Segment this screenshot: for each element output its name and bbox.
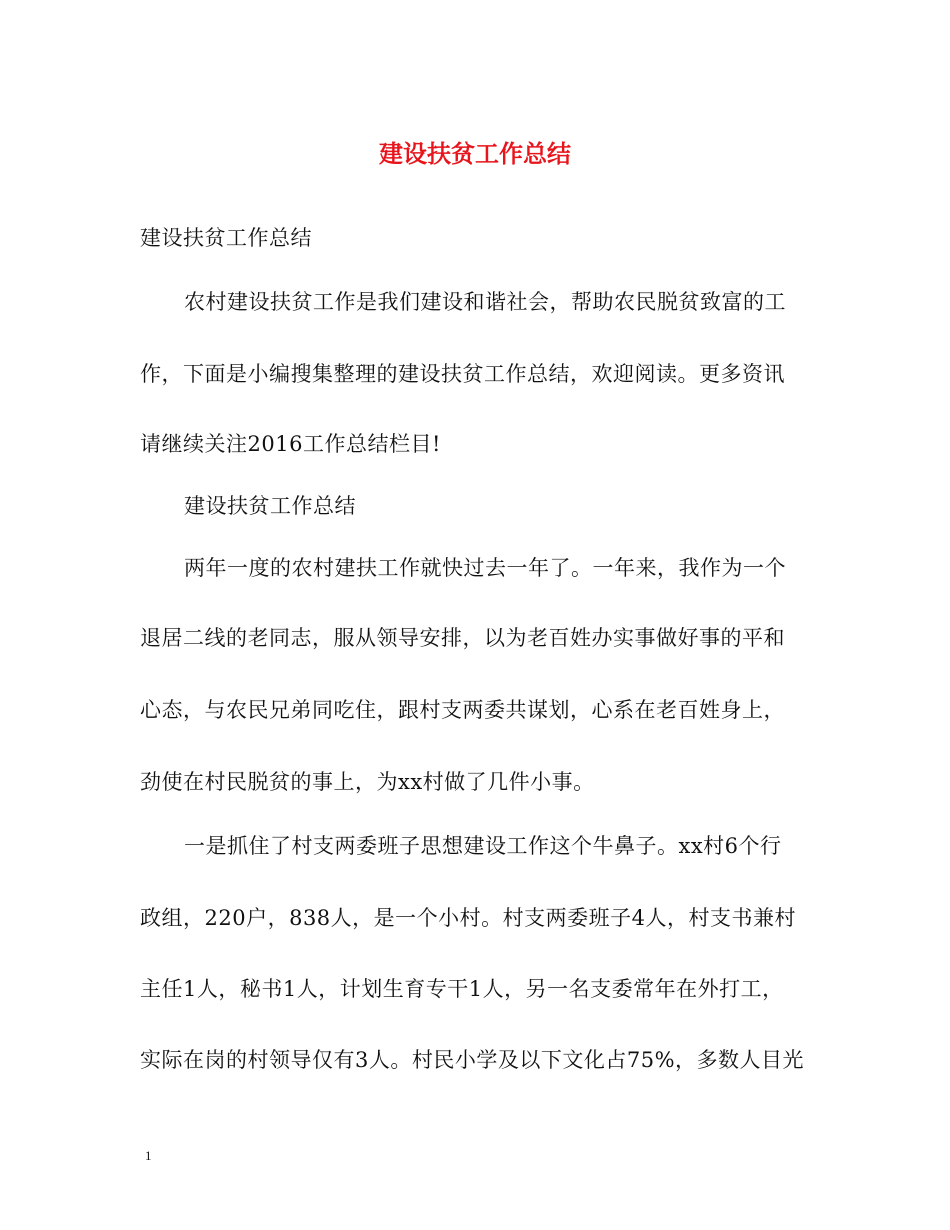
- document-title: 建设扶贫工作总结: [379, 139, 571, 168]
- page-number: 1: [145, 1148, 152, 1163]
- text-line: 一是抓住了村支两委班子思想建设工作这个牛鼻子。xx村6个行: [184, 834, 782, 858]
- text-line: 建设扶贫工作总结: [184, 494, 356, 518]
- text-line: 请继续关注2016工作总结栏目!: [140, 432, 441, 456]
- text-line: 建设扶贫工作总结: [140, 226, 312, 250]
- text-line: 农村建设扶贫工作是我们建设和谐社会，帮助农民脱贫致富的工: [184, 290, 786, 314]
- text-line: 劲使在村民脱贫的事上，为xx村做了几件小事。: [140, 770, 595, 794]
- text-line: 退居二线的老同志，服从领导安排，以为老百姓办实事做好事的平和: [140, 626, 785, 650]
- text-line: 心态，与农民兄弟同吃住，跟村支两委共谋划，心系在老百姓身上，: [140, 698, 785, 722]
- text-line: 主任1人，秘书1人，计划生育专干1人，另一名支委常年在外打工，: [140, 977, 784, 1001]
- text-line: 实际在岗的村领导仅有3人。村民小学及以下文化占75%，多数人目光: [140, 1048, 805, 1072]
- text-line: 作，下面是小编搜集整理的建设扶贫工作总结，欢迎阅读。更多资讯: [140, 362, 785, 386]
- text-line: 两年一度的农村建扶工作就快过去一年了。一年来，我作为一个: [184, 556, 786, 580]
- text-line: 政组，220户，838人，是一个小村。村支两委班子4人，村支书兼村: [140, 906, 797, 930]
